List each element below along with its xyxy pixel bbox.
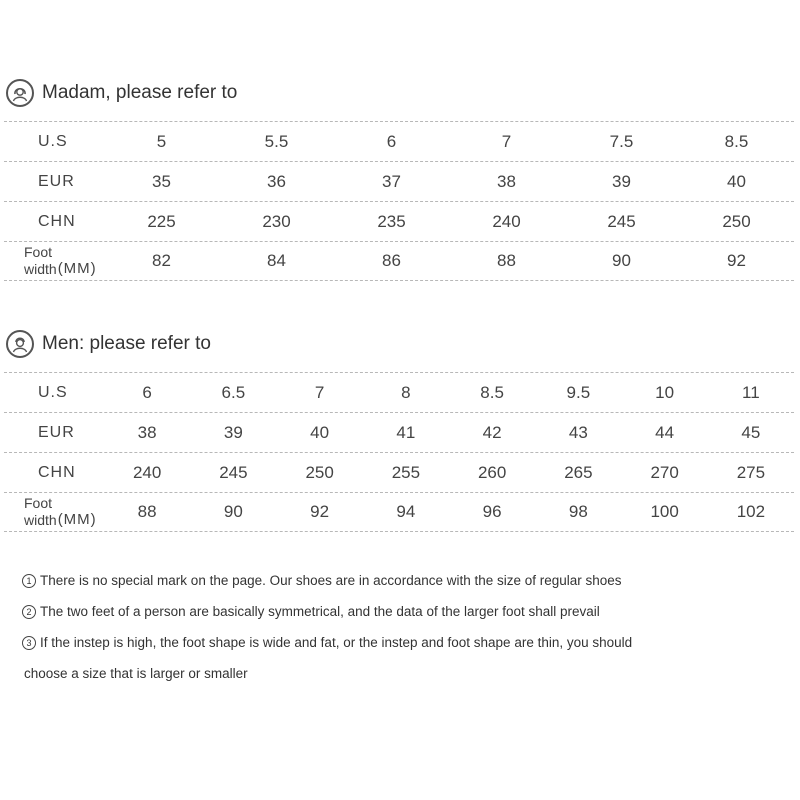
table-cell: 245 (219, 462, 248, 482)
table-cell: 230 (262, 211, 291, 231)
table-cell: 92 (310, 502, 330, 521)
row-header: EUR (38, 172, 75, 190)
table-cell: 39 (223, 422, 243, 442)
table-cell: 40 (727, 171, 746, 191)
notes-list (22, 570, 632, 694)
table-cell: 37 (382, 171, 401, 191)
table-cell: 5 (156, 131, 167, 151)
note-item (22, 601, 632, 632)
table-cell: 6 (386, 131, 397, 151)
table-cell: 44 (655, 422, 675, 442)
table-cell: 38 (497, 171, 516, 191)
foot-label: Foot (24, 495, 53, 511)
table-row (4, 241, 794, 281)
women-size-table (4, 121, 794, 281)
unit-label: (MM) (57, 511, 97, 528)
table-cell: 7 (501, 131, 512, 151)
table-cell: 43 (568, 422, 588, 442)
table-cell: 98 (568, 502, 588, 521)
table-cell: 7 (314, 382, 325, 402)
table-cell: 8.5 (724, 131, 749, 151)
note-text: The two feet of a person are basically symmetrical, and the data of the larger foot shall prevail (40, 604, 600, 619)
table-row (4, 412, 794, 452)
table-row (4, 492, 794, 532)
note-text: There is no special mark on the page. Our shoes are in accordance with the size of regular shoes (40, 573, 622, 588)
men-section-title: Men: please refer to (42, 333, 211, 354)
table-cell: 240 (132, 462, 162, 482)
men-size-table (4, 372, 794, 532)
table-row (4, 452, 794, 492)
table-row (4, 201, 794, 241)
table-cell: 90 (612, 251, 631, 270)
table-cell: 8 (401, 382, 411, 402)
width-label: width (24, 512, 57, 528)
table-cell: 45 (741, 422, 761, 442)
table-cell: 250 (305, 462, 334, 482)
note-item (22, 632, 632, 663)
width-label: width (24, 261, 57, 277)
note-item (22, 570, 632, 601)
table-cell: 270 (650, 462, 679, 482)
table-cell: 40 (310, 422, 330, 442)
man-avatar-icon (6, 330, 34, 358)
table-cell: 255 (391, 462, 421, 482)
table-cell: 10 (655, 382, 675, 402)
table-cell: 38 (137, 422, 157, 442)
circled-number: 3 (22, 636, 36, 650)
row-header: U.S (38, 383, 68, 401)
table-cell: 275 (736, 462, 766, 482)
table-cell: 82 (152, 251, 171, 270)
table-cell: 102 (736, 502, 766, 521)
table-cell: 6 (142, 382, 152, 402)
table-cell: 260 (477, 462, 507, 482)
table-cell: 5.5 (264, 131, 289, 151)
row-header: U.S (38, 132, 68, 150)
women-section-title: Madam, please refer to (42, 82, 238, 103)
table-cell: 88 (137, 502, 157, 521)
row-header: CHN (38, 212, 76, 230)
table-cell: 92 (727, 251, 746, 270)
table-cell: 84 (267, 251, 286, 270)
table-cell: 250 (722, 211, 751, 231)
circled-number: 2 (22, 605, 36, 619)
row-header: CHN (38, 463, 76, 481)
table-cell: 86 (382, 251, 401, 270)
table-cell: 42 (482, 422, 502, 442)
woman-avatar-icon (6, 79, 34, 107)
table-cell: 240 (492, 211, 521, 231)
table-cell: 245 (607, 211, 636, 231)
table-cell: 94 (396, 502, 416, 521)
note-text: If the instep is high, the foot shape is wide and fat, or the instep and foot shape are thin, you should (40, 635, 633, 650)
table-cell: 9.5 (566, 382, 591, 402)
foot-label: Foot (24, 244, 53, 260)
table-cell: 8.5 (480, 382, 504, 402)
table-cell: 39 (612, 171, 631, 191)
table-row (4, 161, 794, 201)
women-section-header (6, 79, 237, 107)
table-cell: 265 (564, 462, 593, 482)
table-cell: 235 (377, 211, 406, 231)
row-header: EUR (38, 423, 75, 441)
table-cell: 41 (396, 422, 416, 442)
note-text: choose a size that is larger or smaller (24, 666, 248, 681)
row-header (4, 245, 104, 277)
table-cell: 96 (482, 502, 502, 521)
note-item (22, 663, 632, 694)
men-section-header (6, 330, 211, 358)
table-cell: 88 (497, 251, 516, 270)
table-cell: 100 (650, 502, 679, 521)
table-row (4, 121, 794, 161)
table-row (4, 372, 794, 412)
table-cell: 35 (152, 171, 171, 191)
table-cell: 225 (147, 211, 176, 231)
table-cell: 90 (223, 502, 243, 521)
circled-number: 1 (22, 574, 36, 588)
row-header (4, 496, 104, 528)
table-cell: 6.5 (221, 382, 246, 402)
unit-label: (MM) (57, 260, 97, 277)
table-cell: 11 (742, 382, 760, 402)
table-cell: 7.5 (609, 131, 634, 151)
table-cell: 36 (267, 171, 286, 191)
